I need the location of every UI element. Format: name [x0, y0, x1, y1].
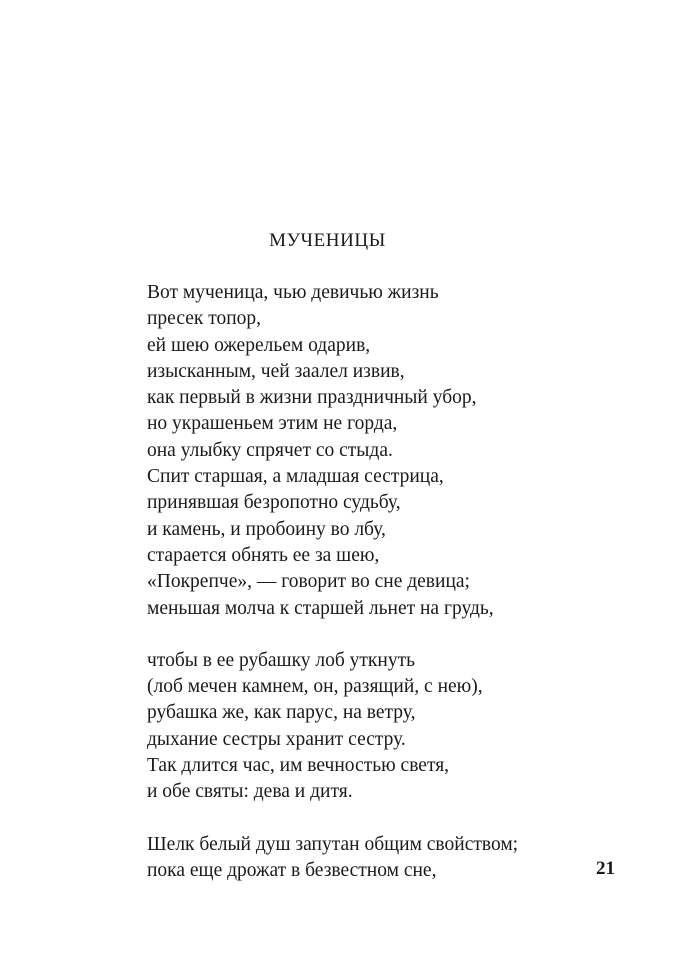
poem-line: пока еще дрожат в безвестном сне,: [147, 859, 437, 881]
poem-line: Вот мученица, чью девичью жизнь: [147, 282, 439, 303]
page-number: 21: [596, 858, 615, 879]
poem-line: рубашка же, как парус, на ветру,: [147, 702, 416, 724]
poem-title: МУЧЕНИЦЫ: [269, 230, 386, 251]
poem-line: Спит старшая, а младшая сестрица,: [147, 466, 444, 488]
poem-line: изысканным, чей заалел извив,: [147, 360, 405, 382]
poem-line: и обе святы: дева и дитя.: [147, 781, 353, 803]
poem-line: она улыбку спрячет со стыда.: [147, 439, 393, 461]
poem-line: меньшая молча к старшей льнет на грудь,: [147, 597, 494, 619]
poem-line: (лоб мечен камнем, он, разящий, с нею),: [147, 676, 483, 698]
poem-line: Шелк белый душ запутан общим свойством;: [147, 833, 519, 855]
poem-line: принявшая безропотно судьбу,: [147, 492, 401, 514]
stanza-1: [147, 280, 627, 622]
poem-line: чтобы в ее рубашку лоб уткнуть: [147, 649, 416, 671]
poem-line: «Покрепче», — говорит во сне девица;: [147, 571, 470, 593]
poem-line: Так длится час, им вечностью светя,: [147, 755, 450, 777]
poem-line: как первый в жизни праздничный убор,: [147, 387, 477, 409]
poem-line: ей шею ожерельем одарив,: [147, 334, 371, 356]
poem-line: и камень, и пробоину во лбу,: [147, 518, 386, 540]
stanza-3: [147, 832, 627, 885]
poem-line: старается обнять ее за шею,: [147, 544, 380, 566]
poem-body: [147, 280, 627, 910]
poem-line: но украшеньем этим не горда,: [147, 413, 398, 435]
stanza-2: [147, 648, 627, 806]
poem-line: дыхание сестры хранит сестру.: [147, 728, 406, 750]
poem-line: пресек топор,: [147, 308, 262, 330]
